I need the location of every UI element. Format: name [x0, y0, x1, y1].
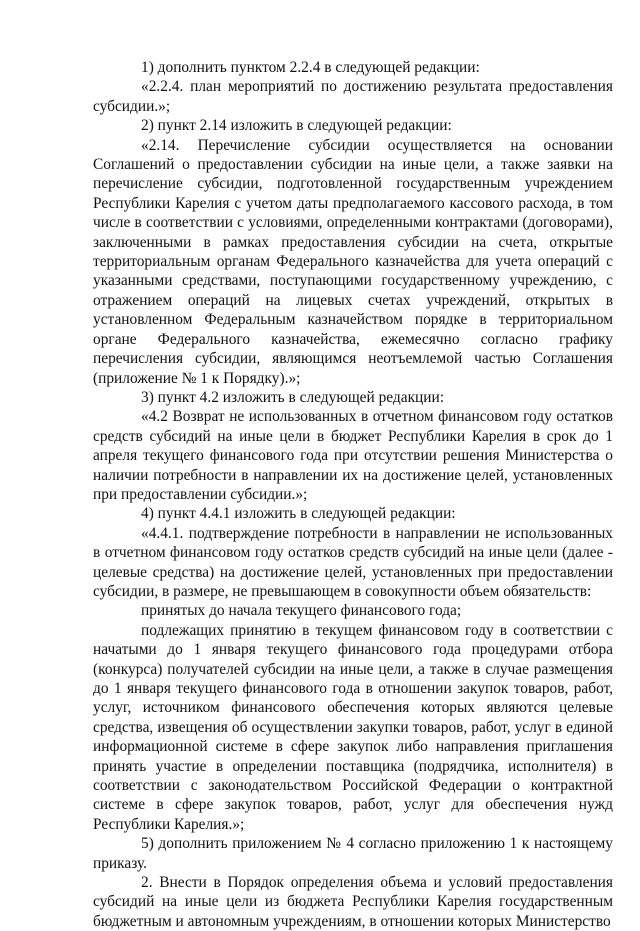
- document-page: [93, 58, 613, 931]
- paragraph-item-3: 3) пункт 4.2 изложить в следующей редакции:: [141, 388, 445, 406]
- paragraph-obligations-accepted: принятых до начала текущего финансового года;: [141, 602, 462, 620]
- paragraph-item-5: 5) дополнить приложением № 4 согласно приложению 1 к настоящему приказу.: [93, 835, 613, 872]
- paragraph-quote-4-2: «4.2 Возврат не использованных в отчетном финансовом году остатков средств субсидий на иные цели в бюджет Республики Карелия в срок до 1 апреля текущего финансового года при отсутствии решения Министерства о наличии потребности в направлении их на достижение целей, установленных при предоставлении субсидии.»;: [93, 408, 613, 503]
- paragraph-section-2: 2. Внести в Порядок определения объема и условий предоставления субсидий на иные цели из бюджета Республики Карелия государственным бюджетным и автономным учреждениям, в отношении которых Министерство: [93, 874, 613, 930]
- paragraph-quote-4-4-1: «4.4.1. подтверждение потребности в направлении не использованных в отчетном финансовом году остатков средств субсидий на иные цели (далее - целевые средства) на достижение целей, установленных при предоставлении субсидии, в размере, не превышающем в совокупности объем обязательств:: [93, 524, 613, 600]
- paragraph-item-4: 4) пункт 4.4.1 изложить в следующей редакции:: [141, 505, 456, 523]
- paragraph-quote-2-14: «2.14. Перечисление субсидии осуществляется на основании Соглашений о предоставлении субсидии на иные цели, а также заявки на перечисление субсидии, подготовленной государственным учреждением Республики Карелия с учетом даты предполагаемого кассового расхода, в том числе в соответствии с условиями, определенными контрактами (договорами), заключенными в рамках предоставления субсидии на счета, открытые территориальным органам Федерального казначейства для учета операций с указанными средствами, поступающими государственному учреждению, с отражением операций на лицевых счетах учреждений, открытых в установленном Федеральным казначейством порядке в территориальном органе Федерального казначейства, ежемесячно согласно графику перечисления субсидии, являющимся неотъемлемой частью Соглашения (приложение № 1 к Порядку).»;: [93, 136, 613, 387]
- paragraph-obligations-pending: подлежащих принятию в текущем финансовом году в соответствии с начатыми до 1 января текущего финансового года процедурами отбора (конкурса) получателей субсидии на иные цели, а также в случае размещения до 1 января текущего финансового года в отношении закупок товаров, работ, услуг, источником финансового обеспечения которых являются целевые средства, извещения об осуществлении закупки товаров, работ, услуг в единой информационной системе в сфере закупок либо направления приглашения принять участие в определении поставщика (подрядчика, исполнителя) в соответствии с законодательством Российской Федерации о контрактной системе в сфере закупок товаров, работ, услуг для обеспечения нужд Республики Карелия.»;: [93, 621, 613, 833]
- paragraph-quote-2-2-4: «2.2.4. план мероприятий по достижению результата предоставления субсидии.»;: [93, 78, 613, 115]
- paragraph-item-1: 1) дополнить пунктом 2.2.4 в следующей редакции:: [141, 59, 480, 76]
- paragraph-item-2: 2) пункт 2.14 изложить в следующей редакции:: [141, 117, 452, 135]
